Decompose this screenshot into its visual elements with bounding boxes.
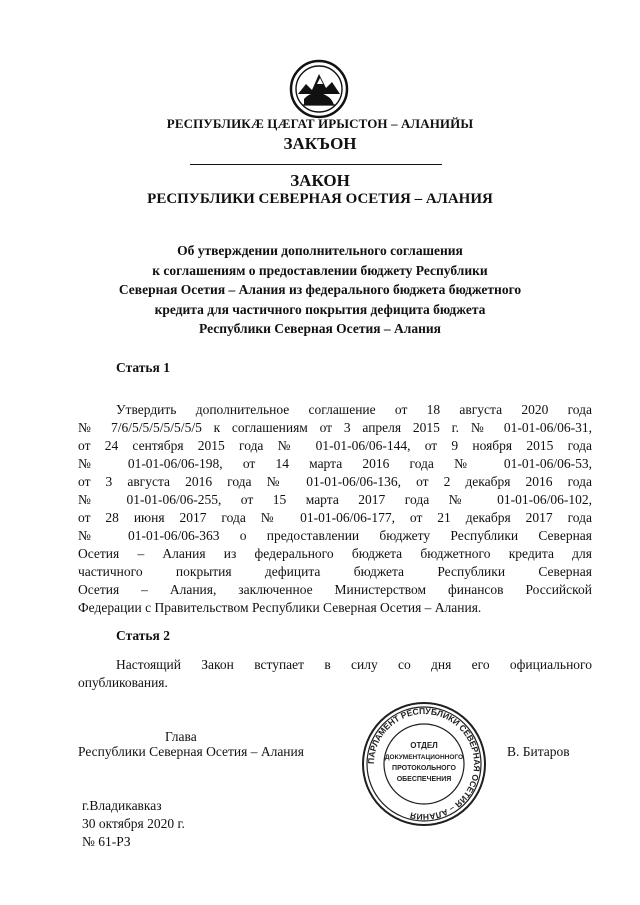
article-1-line: Осетия – Алания из федерального бюджета бюджетного кредита для — [78, 546, 592, 561]
article-1-line: № 01-01-06/06-255, от 15 марта 2017 года № 01-01-06/06-102, — [78, 492, 592, 507]
header-divider — [190, 164, 442, 165]
signature-position-org: Республики Северная Осетия – Алания — [78, 744, 304, 759]
footer-date: 30 октября 2020 г. — [82, 816, 185, 831]
article-1-line: № 01-01-06/06-363 о предоставлении бюджету Республики Северная — [78, 528, 592, 543]
article-1-line: № 01-01-06/06-198, от 14 марта 2016 года № 01-01-06/06-53, — [78, 456, 592, 471]
subject-line: к соглашениям о предоставлении бюджету Республики — [152, 263, 488, 278]
subject-line: Северная Осетия – Алания из федерального бюджета бюджетного — [118, 282, 522, 297]
emblem-icon — [286, 56, 352, 122]
subject-line: Республики Северная Осетия – Алания — [199, 321, 441, 336]
subject-line: кредита для частичного покрытия дефицита бюджета — [154, 302, 486, 317]
article-2-line: Настоящий Закон вступает в силу со дня его официального — [116, 657, 592, 672]
stamp-outer-text: ПАРЛАМЕНТ РЕСПУБЛИКИ СЕВЕРНАЯ ОСЕТИЯ – АЛАНИЯ — [365, 705, 483, 823]
article-1-line: частичного покрытия дефицита бюджета Республики Северная — [78, 564, 592, 579]
article-1-line: от 24 сентября 2015 года № 01-01-06/06-144, от 9 ноября 2015 года — [78, 438, 592, 453]
article-1-line: от 3 августа 2016 года № 01-01-06/06-136, от 2 декабря 2016 года — [78, 474, 592, 489]
article-2-title: Статья 2 — [116, 628, 170, 643]
footer-city: г.Владикавказ — [82, 798, 162, 813]
article-1-line: Федерации с Правительством Республики Северная Осетия – Алания. — [78, 600, 482, 615]
article-1-line: Утвердить дополнительное соглашение от 18 августа 2020 года — [116, 402, 592, 417]
ossetian-republic-heading: РЕСПУБЛИКӔ ЦӔГАТ ИРЫСТОН – АЛАНИЙЫ — [166, 116, 474, 131]
article-2-line: опубликования. — [78, 675, 168, 690]
stamp-inner-line: ПРОТОКОЛЬНОГО — [392, 765, 456, 772]
signer-name: В. Битаров — [507, 744, 570, 759]
stamp-inner-line: ДОКУМЕНТАЦИОННОГО — [384, 754, 464, 761]
article-1-title: Статья 1 — [116, 360, 170, 375]
article-1-line: № 7/6/5/5/5/5/5/5/5 к соглашениям от 3 апреля 2015 г. № 01-01-06/06-31, — [78, 420, 592, 435]
stamp-inner-line: ОТДЕЛ — [410, 741, 438, 750]
signature-position-title: Глава — [165, 729, 197, 744]
russian-republic-heading: РЕСПУБЛИКИ СЕВЕРНАЯ ОСЕТИЯ – АЛАНИЯ — [147, 191, 493, 207]
ossetian-law-heading: ЗАКЪОН — [283, 134, 357, 153]
stamp-inner-line: ОБЕСПЕЧЕНИЯ — [396, 776, 452, 783]
article-1-line: Осетия – Алания, заключенное Министерством финансов Российской — [78, 582, 592, 597]
article-1-line: от 28 июня 2017 года № 01-01-06/06-177, от 21 декабря 2017 года — [78, 510, 592, 525]
russian-law-heading: ЗАКОН — [290, 171, 350, 190]
subject-line: Об утверждении дополнительного соглашения — [177, 243, 463, 258]
stamp-seal-icon — [360, 700, 488, 828]
footer-number: № 61-РЗ — [82, 834, 131, 849]
